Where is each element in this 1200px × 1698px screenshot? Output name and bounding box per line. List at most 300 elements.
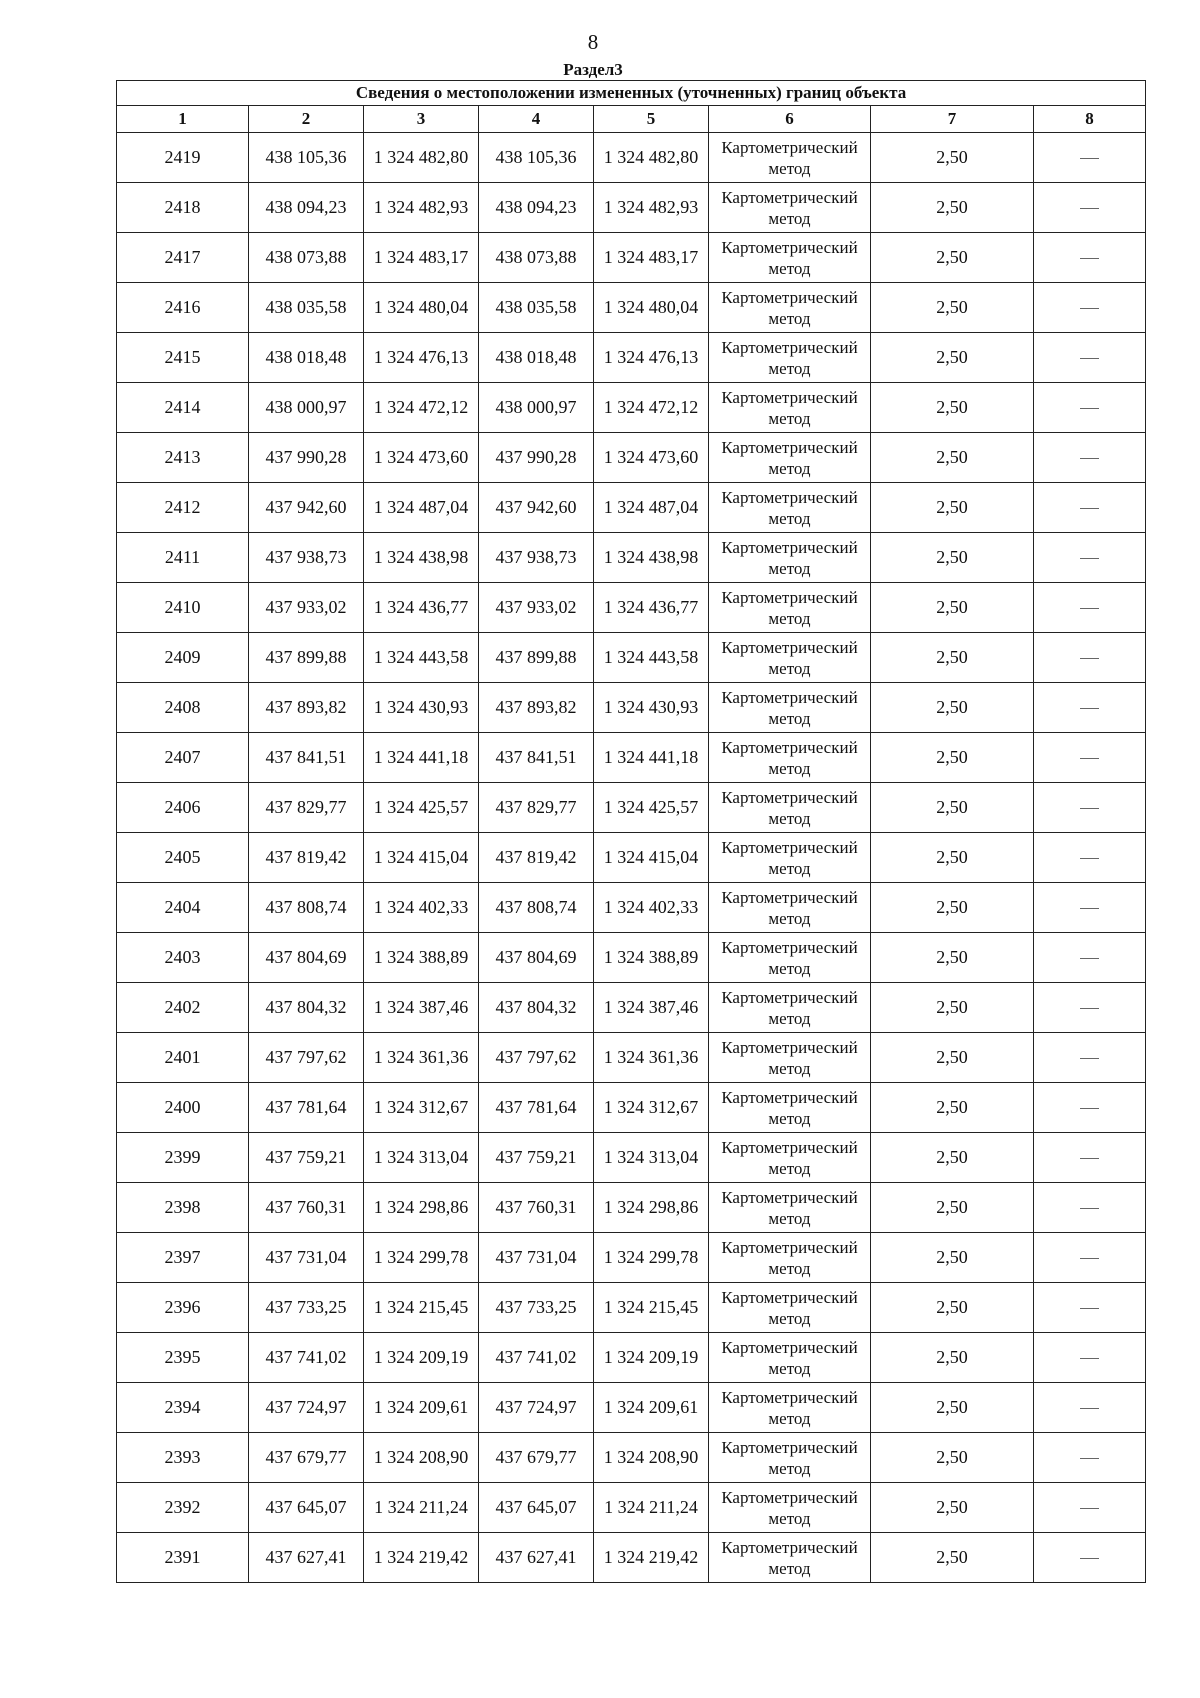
accuracy-cell: 2,50: [871, 333, 1034, 383]
new-x-cell: 437 781,64: [479, 1083, 594, 1133]
old-y-cell: 1 324 299,78: [364, 1233, 479, 1283]
new-y-cell: 1 324 402,33: [594, 883, 709, 933]
accuracy-cell: 2,50: [871, 1483, 1034, 1533]
new-x-cell: 437 724,97: [479, 1383, 594, 1433]
table-row: [117, 1533, 1146, 1583]
table-row: [117, 533, 1146, 583]
new-y-cell: 1 324 443,58: [594, 633, 709, 683]
old-x-cell: 437 990,28: [249, 433, 364, 483]
old-x-cell: 437 731,04: [249, 1233, 364, 1283]
empty-cell: [1034, 933, 1146, 983]
new-y-cell: 1 324 415,04: [594, 833, 709, 883]
empty-cell: [1034, 783, 1146, 833]
accuracy-cell: 2,50: [871, 283, 1034, 333]
method-cell: Картометрический метод: [709, 1233, 871, 1283]
new-y-cell: 1 324 473,60: [594, 433, 709, 483]
new-y-cell: 1 324 312,67: [594, 1083, 709, 1133]
empty-cell: [1034, 833, 1146, 883]
empty-cell: [1034, 1183, 1146, 1233]
table-row: [117, 583, 1146, 633]
empty-cell: [1034, 583, 1146, 633]
new-y-cell: 1 324 438,98: [594, 533, 709, 583]
point-number-cell: 2403: [117, 933, 249, 983]
method-cell: Картометрический метод: [709, 1283, 871, 1333]
point-number-cell: 2413: [117, 433, 249, 483]
point-number-cell: 2411: [117, 533, 249, 583]
column-number: 2: [249, 106, 364, 133]
new-y-cell: 1 324 441,18: [594, 733, 709, 783]
point-number-cell: 2410: [117, 583, 249, 633]
old-x-cell: 437 733,25: [249, 1283, 364, 1333]
dash-mark: [1080, 658, 1099, 659]
method-cell: Картометрический метод: [709, 1433, 871, 1483]
accuracy-cell: 2,50: [871, 1533, 1034, 1583]
new-y-cell: 1 324 208,90: [594, 1433, 709, 1483]
dash-mark: [1080, 1158, 1099, 1159]
old-y-cell: 1 324 473,60: [364, 433, 479, 483]
empty-cell: [1034, 483, 1146, 533]
old-y-cell: 1 324 219,42: [364, 1533, 479, 1583]
old-x-cell: 437 841,51: [249, 733, 364, 783]
accuracy-cell: 2,50: [871, 383, 1034, 433]
old-x-cell: 437 829,77: [249, 783, 364, 833]
old-x-cell: 438 094,23: [249, 183, 364, 233]
method-cell: Картометрический метод: [709, 383, 871, 433]
old-y-cell: 1 324 483,17: [364, 233, 479, 283]
old-x-cell: 437 724,97: [249, 1383, 364, 1433]
old-x-cell: 437 627,41: [249, 1533, 364, 1583]
method-cell: Картометрический метод: [709, 883, 871, 933]
new-y-cell: 1 324 219,42: [594, 1533, 709, 1583]
accuracy-cell: 2,50: [871, 533, 1034, 583]
dash-mark: [1080, 808, 1099, 809]
point-number-cell: 2401: [117, 1033, 249, 1083]
old-x-cell: 437 804,69: [249, 933, 364, 983]
old-y-cell: 1 324 387,46: [364, 983, 479, 1033]
accuracy-cell: 2,50: [871, 883, 1034, 933]
dash-mark: [1080, 1208, 1099, 1209]
new-x-cell: 437 899,88: [479, 633, 594, 683]
dash-mark: [1080, 208, 1099, 209]
method-cell: Картометрический метод: [709, 533, 871, 583]
page-number: 8: [587, 30, 599, 54]
dash-mark: [1080, 1408, 1099, 1409]
new-x-cell: 437 760,31: [479, 1183, 594, 1233]
table-row: [117, 1383, 1146, 1433]
table-row: [117, 1283, 1146, 1333]
new-x-cell: 437 938,73: [479, 533, 594, 583]
point-number-cell: 2402: [117, 983, 249, 1033]
old-y-cell: 1 324 441,18: [364, 733, 479, 783]
dash-mark: [1080, 408, 1099, 409]
method-cell: Картометрический метод: [709, 633, 871, 683]
dash-mark: [1080, 608, 1099, 609]
table-row: [117, 733, 1146, 783]
dash-mark: [1080, 158, 1099, 159]
old-x-cell: 437 679,77: [249, 1433, 364, 1483]
new-y-cell: 1 324 211,24: [594, 1483, 709, 1533]
empty-cell: [1034, 233, 1146, 283]
old-y-cell: 1 324 476,13: [364, 333, 479, 383]
table-row: [117, 1033, 1146, 1083]
new-x-cell: 438 018,48: [479, 333, 594, 383]
column-number-row: [117, 106, 1146, 133]
old-x-cell: 437 797,62: [249, 1033, 364, 1083]
old-x-cell: 437 759,21: [249, 1133, 364, 1183]
dash-mark: [1080, 1058, 1099, 1059]
point-number-cell: 2397: [117, 1233, 249, 1283]
empty-cell: [1034, 1283, 1146, 1333]
table-body: [117, 133, 1146, 1583]
method-cell: Картометрический метод: [709, 433, 871, 483]
old-y-cell: 1 324 215,45: [364, 1283, 479, 1333]
old-x-cell: 438 073,88: [249, 233, 364, 283]
accuracy-cell: 2,50: [871, 583, 1034, 633]
accuracy-cell: 2,50: [871, 1033, 1034, 1083]
method-cell: Картометрический метод: [709, 1133, 871, 1183]
point-number-cell: 2393: [117, 1433, 249, 1483]
new-y-cell: 1 324 472,12: [594, 383, 709, 433]
old-y-cell: 1 324 438,98: [364, 533, 479, 583]
method-cell: Картометрический метод: [709, 133, 871, 183]
old-y-cell: 1 324 312,67: [364, 1083, 479, 1133]
point-number-cell: 2416: [117, 283, 249, 333]
method-cell: Картометрический метод: [709, 933, 871, 983]
table-row: [117, 183, 1146, 233]
empty-cell: [1034, 1383, 1146, 1433]
column-number: 5: [594, 106, 709, 133]
old-y-cell: 1 324 209,61: [364, 1383, 479, 1433]
dash-mark: [1080, 1508, 1099, 1509]
accuracy-cell: 2,50: [871, 733, 1034, 783]
point-number-cell: 2396: [117, 1283, 249, 1333]
point-number-cell: 2399: [117, 1133, 249, 1183]
old-y-cell: 1 324 430,93: [364, 683, 479, 733]
accuracy-cell: 2,50: [871, 833, 1034, 883]
new-y-cell: 1 324 483,17: [594, 233, 709, 283]
accuracy-cell: 2,50: [871, 1183, 1034, 1233]
old-x-cell: 437 899,88: [249, 633, 364, 683]
accuracy-cell: 2,50: [871, 683, 1034, 733]
new-x-cell: 437 679,77: [479, 1433, 594, 1483]
new-y-cell: 1 324 388,89: [594, 933, 709, 983]
method-cell: Картометрический метод: [709, 1033, 871, 1083]
empty-cell: [1034, 1333, 1146, 1383]
old-x-cell: 438 018,48: [249, 333, 364, 383]
dash-mark: [1080, 1108, 1099, 1109]
empty-cell: [1034, 1433, 1146, 1483]
old-y-cell: 1 324 298,86: [364, 1183, 479, 1233]
column-number: 4: [479, 106, 594, 133]
old-x-cell: 437 933,02: [249, 583, 364, 633]
new-y-cell: 1 324 209,61: [594, 1383, 709, 1433]
dash-mark: [1080, 558, 1099, 559]
table-row: [117, 783, 1146, 833]
point-number-cell: 2391: [117, 1533, 249, 1583]
accuracy-cell: 2,50: [871, 183, 1034, 233]
new-x-cell: 437 804,69: [479, 933, 594, 983]
table-row: [117, 283, 1146, 333]
table-row: [117, 1233, 1146, 1283]
new-x-cell: 437 797,62: [479, 1033, 594, 1083]
empty-cell: [1034, 1533, 1146, 1583]
empty-cell: [1034, 683, 1146, 733]
column-number: 8: [1034, 106, 1146, 133]
method-cell: Картометрический метод: [709, 1483, 871, 1533]
dash-mark: [1080, 708, 1099, 709]
column-number: 7: [871, 106, 1034, 133]
new-y-cell: 1 324 209,19: [594, 1333, 709, 1383]
new-y-cell: 1 324 482,93: [594, 183, 709, 233]
method-cell: Картометрический метод: [709, 783, 871, 833]
accuracy-cell: 2,50: [871, 1333, 1034, 1383]
old-y-cell: 1 324 209,19: [364, 1333, 479, 1383]
method-cell: Картометрический метод: [709, 1333, 871, 1383]
empty-cell: [1034, 333, 1146, 383]
empty-cell: [1034, 1033, 1146, 1083]
table-row: [117, 1333, 1146, 1383]
column-number: 6: [709, 106, 871, 133]
method-cell: Картометрический метод: [709, 833, 871, 883]
accuracy-cell: 2,50: [871, 633, 1034, 683]
accuracy-cell: 2,50: [871, 1383, 1034, 1433]
dash-mark: [1080, 1558, 1099, 1559]
new-x-cell: 438 105,36: [479, 133, 594, 183]
table-row: [117, 1433, 1146, 1483]
point-number-cell: 2417: [117, 233, 249, 283]
new-x-cell: 437 741,02: [479, 1333, 594, 1383]
table-row: [117, 1083, 1146, 1133]
dash-mark: [1080, 1308, 1099, 1309]
method-cell: Картометрический метод: [709, 733, 871, 783]
point-number-cell: 2394: [117, 1383, 249, 1433]
new-y-cell: 1 324 298,86: [594, 1183, 709, 1233]
method-cell: Картометрический метод: [709, 1533, 871, 1583]
point-number-cell: 2409: [117, 633, 249, 683]
old-y-cell: 1 324 415,04: [364, 833, 479, 883]
accuracy-cell: 2,50: [871, 1283, 1034, 1333]
dash-mark: [1080, 858, 1099, 859]
method-cell: Картометрический метод: [709, 1083, 871, 1133]
empty-cell: [1034, 183, 1146, 233]
empty-cell: [1034, 433, 1146, 483]
empty-cell: [1034, 633, 1146, 683]
table-row: [117, 1133, 1146, 1183]
method-cell: Картометрический метод: [709, 333, 871, 383]
dash-mark: [1080, 1008, 1099, 1009]
new-x-cell: 437 733,25: [479, 1283, 594, 1333]
table-row: [117, 933, 1146, 983]
dash-mark: [1080, 308, 1099, 309]
new-x-cell: 438 035,58: [479, 283, 594, 333]
dash-mark: [1080, 258, 1099, 259]
accuracy-cell: 2,50: [871, 1083, 1034, 1133]
dash-mark: [1080, 758, 1099, 759]
point-number-cell: 2407: [117, 733, 249, 783]
table-row: [117, 333, 1146, 383]
new-x-cell: 437 759,21: [479, 1133, 594, 1183]
table-caption: Сведения о местоположении измененных (уточненных) границ объекта: [117, 81, 1146, 106]
old-y-cell: 1 324 482,80: [364, 133, 479, 183]
point-number-cell: 2412: [117, 483, 249, 533]
new-y-cell: 1 324 480,04: [594, 283, 709, 333]
method-cell: Картометрический метод: [709, 683, 871, 733]
point-number-cell: 2392: [117, 1483, 249, 1533]
accuracy-cell: 2,50: [871, 233, 1034, 283]
empty-cell: [1034, 733, 1146, 783]
empty-cell: [1034, 533, 1146, 583]
new-x-cell: 438 073,88: [479, 233, 594, 283]
table-row: [117, 383, 1146, 433]
old-x-cell: 437 741,02: [249, 1333, 364, 1383]
new-y-cell: 1 324 487,04: [594, 483, 709, 533]
empty-cell: [1034, 283, 1146, 333]
old-y-cell: 1 324 208,90: [364, 1433, 479, 1483]
new-x-cell: 437 819,42: [479, 833, 594, 883]
new-y-cell: 1 324 313,04: [594, 1133, 709, 1183]
point-number-cell: 2400: [117, 1083, 249, 1133]
old-y-cell: 1 324 436,77: [364, 583, 479, 633]
column-number: 3: [364, 106, 479, 133]
accuracy-cell: 2,50: [871, 483, 1034, 533]
dash-mark: [1080, 358, 1099, 359]
point-number-cell: 2398: [117, 1183, 249, 1233]
new-x-cell: 437 893,82: [479, 683, 594, 733]
old-y-cell: 1 324 388,89: [364, 933, 479, 983]
dash-mark: [1080, 508, 1099, 509]
new-x-cell: 437 731,04: [479, 1233, 594, 1283]
empty-cell: [1034, 1483, 1146, 1533]
new-x-cell: 437 990,28: [479, 433, 594, 483]
empty-cell: [1034, 1083, 1146, 1133]
dash-mark: [1080, 1258, 1099, 1259]
section-title: Раздел3: [563, 60, 623, 79]
empty-cell: [1034, 1133, 1146, 1183]
point-number-cell: 2415: [117, 333, 249, 383]
new-x-cell: 438 094,23: [479, 183, 594, 233]
table-row: [117, 833, 1146, 883]
coordinates-table: [116, 80, 1146, 1583]
old-x-cell: 437 804,32: [249, 983, 364, 1033]
new-x-cell: 437 627,41: [479, 1533, 594, 1583]
method-cell: Картометрический метод: [709, 983, 871, 1033]
table-row: [117, 683, 1146, 733]
old-x-cell: 437 893,82: [249, 683, 364, 733]
new-y-cell: 1 324 436,77: [594, 583, 709, 633]
new-x-cell: 437 645,07: [479, 1483, 594, 1533]
dash-mark: [1080, 908, 1099, 909]
table-row: [117, 483, 1146, 533]
old-y-cell: 1 324 482,93: [364, 183, 479, 233]
point-number-cell: 2404: [117, 883, 249, 933]
new-x-cell: 437 808,74: [479, 883, 594, 933]
accuracy-cell: 2,50: [871, 433, 1034, 483]
accuracy-cell: 2,50: [871, 1233, 1034, 1283]
dash-mark: [1080, 1358, 1099, 1359]
accuracy-cell: 2,50: [871, 933, 1034, 983]
old-x-cell: 437 760,31: [249, 1183, 364, 1233]
point-number-cell: 2406: [117, 783, 249, 833]
table-row: [117, 433, 1146, 483]
empty-cell: [1034, 1233, 1146, 1283]
accuracy-cell: 2,50: [871, 1433, 1034, 1483]
new-x-cell: 437 942,60: [479, 483, 594, 533]
old-x-cell: 438 035,58: [249, 283, 364, 333]
empty-cell: [1034, 983, 1146, 1033]
method-cell: Картометрический метод: [709, 233, 871, 283]
old-x-cell: 437 808,74: [249, 883, 364, 933]
table-row: [117, 133, 1146, 183]
new-y-cell: 1 324 425,57: [594, 783, 709, 833]
method-cell: Картометрический метод: [709, 483, 871, 533]
new-y-cell: 1 324 361,36: [594, 1033, 709, 1083]
table-row: [117, 1183, 1146, 1233]
old-x-cell: 438 000,97: [249, 383, 364, 433]
old-y-cell: 1 324 361,36: [364, 1033, 479, 1083]
old-y-cell: 1 324 313,04: [364, 1133, 479, 1183]
point-number-cell: 2395: [117, 1333, 249, 1383]
accuracy-cell: 2,50: [871, 133, 1034, 183]
old-x-cell: 437 819,42: [249, 833, 364, 883]
old-x-cell: 437 938,73: [249, 533, 364, 583]
method-cell: Картометрический метод: [709, 1183, 871, 1233]
new-x-cell: 437 841,51: [479, 733, 594, 783]
new-y-cell: 1 324 387,46: [594, 983, 709, 1033]
new-y-cell: 1 324 430,93: [594, 683, 709, 733]
dash-mark: [1080, 1458, 1099, 1459]
old-y-cell: 1 324 443,58: [364, 633, 479, 683]
table-row: [117, 1483, 1146, 1533]
method-cell: Картометрический метод: [709, 1383, 871, 1433]
empty-cell: [1034, 383, 1146, 433]
table-row: [117, 983, 1146, 1033]
old-x-cell: 437 781,64: [249, 1083, 364, 1133]
dash-mark: [1080, 958, 1099, 959]
old-y-cell: 1 324 480,04: [364, 283, 479, 333]
old-y-cell: 1 324 402,33: [364, 883, 479, 933]
old-x-cell: 437 942,60: [249, 483, 364, 533]
accuracy-cell: 2,50: [871, 783, 1034, 833]
table-row: [117, 233, 1146, 283]
dash-mark: [1080, 458, 1099, 459]
old-y-cell: 1 324 487,04: [364, 483, 479, 533]
new-x-cell: 437 933,02: [479, 583, 594, 633]
new-y-cell: 1 324 215,45: [594, 1283, 709, 1333]
point-number-cell: 2408: [117, 683, 249, 733]
point-number-cell: 2405: [117, 833, 249, 883]
empty-cell: [1034, 133, 1146, 183]
old-y-cell: 1 324 425,57: [364, 783, 479, 833]
point-number-cell: 2418: [117, 183, 249, 233]
old-y-cell: 1 324 472,12: [364, 383, 479, 433]
table-row: [117, 633, 1146, 683]
point-number-cell: 2414: [117, 383, 249, 433]
old-x-cell: 438 105,36: [249, 133, 364, 183]
new-y-cell: 1 324 476,13: [594, 333, 709, 383]
point-number-cell: 2419: [117, 133, 249, 183]
new-x-cell: 438 000,97: [479, 383, 594, 433]
old-y-cell: 1 324 211,24: [364, 1483, 479, 1533]
old-x-cell: 437 645,07: [249, 1483, 364, 1533]
method-cell: Картометрический метод: [709, 183, 871, 233]
accuracy-cell: 2,50: [871, 1133, 1034, 1183]
table-row: [117, 883, 1146, 933]
column-number: 1: [117, 106, 249, 133]
accuracy-cell: 2,50: [871, 983, 1034, 1033]
new-y-cell: 1 324 299,78: [594, 1233, 709, 1283]
new-y-cell: 1 324 482,80: [594, 133, 709, 183]
new-x-cell: 437 829,77: [479, 783, 594, 833]
